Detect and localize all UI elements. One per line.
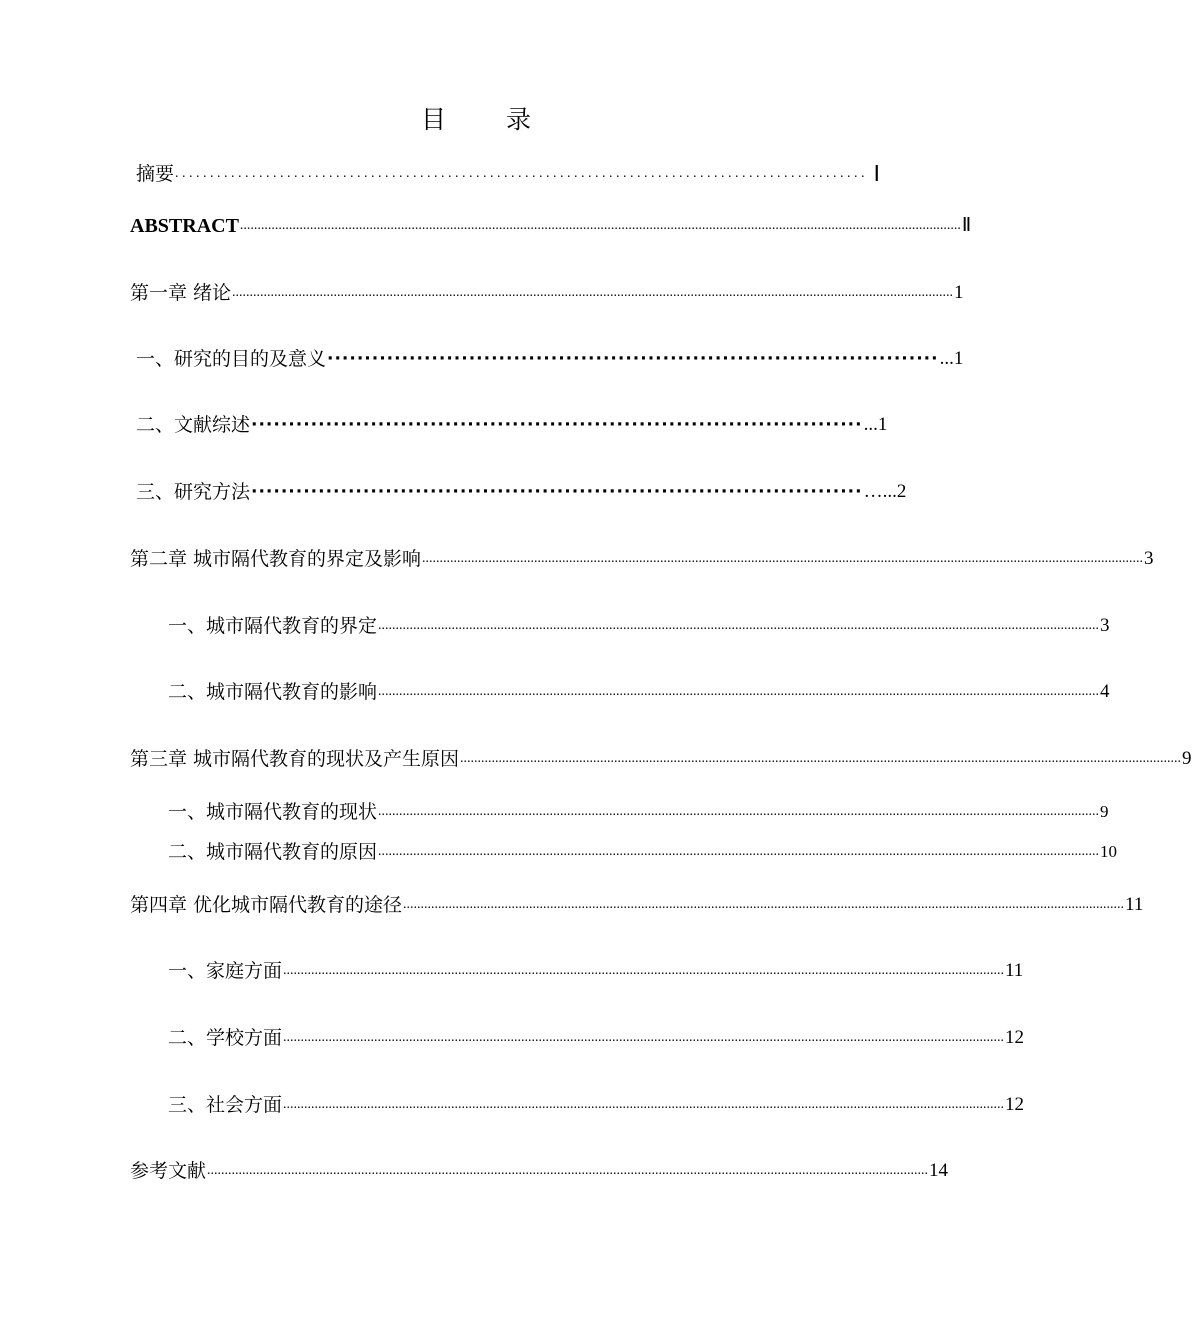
toc-entry-3-1[interactable]	[168, 798, 1109, 826]
toc-entry-label: 摘要	[136, 163, 175, 185]
toc-entry-4-3[interactable]	[168, 1091, 1025, 1119]
toc-entry-3-2[interactable]	[168, 838, 1118, 866]
dot-leader: ..............................................................................................................................................................................................................	[283, 1097, 1005, 1112]
dot-leader: ..............................................................................................................................................................................................................	[460, 751, 1182, 766]
dot-leader: ··················································································	[251, 482, 863, 502]
toc-entry-page: 12	[1005, 1027, 1025, 1048]
toc-entry-2-2[interactable]	[168, 678, 1110, 706]
toc-entry-1-3[interactable]	[136, 478, 907, 506]
toc-entry-page: 9	[1100, 802, 1109, 821]
toc-entry-page: 11	[1005, 960, 1024, 981]
toc-entry-label: 第一章 绪论	[130, 282, 232, 304]
dot-leader: . . . . . . . . . . . . . . . . . . . . . . . . . . . . . . . . . . . . . . . . . . . . . . . . . . . . . . . . . . . . . . . . . . . . . . . . . . . . . . . . . . . . . . . . . . . . . . . . . . .	[175, 166, 865, 181]
toc-entry-2-1[interactable]	[168, 612, 1110, 640]
toc-entry-label: 第二章 城市隔代教育的界定及影响	[130, 548, 422, 570]
toc-entry-label: 二、文献综述	[136, 414, 251, 436]
toc-entry-page: 1	[954, 282, 964, 303]
toc-entry-page: …...2	[863, 481, 907, 502]
toc-entry-page: Ⅱ	[961, 215, 972, 236]
dot-leader: ..............................................................................................................................................................................................................	[378, 684, 1100, 699]
toc-entry-label: 一、城市隔代教育的现状	[168, 801, 378, 823]
toc-entry-label: 第三章 城市隔代教育的现状及产生原因	[130, 748, 460, 770]
toc-entry-page: 9	[1182, 748, 1192, 769]
dot-leader: ..............................................................................................................................................................................................................	[378, 804, 1100, 819]
toc-entry-chapter-3[interactable]	[130, 745, 1192, 773]
dot-leader: ..............................................................................................................................................................................................................	[283, 1030, 1005, 1045]
toc-entry-page: ...1	[863, 414, 888, 435]
toc-entry-label: 第四章 优化城市隔代教育的途径	[130, 894, 403, 916]
toc-entry-page: 12	[1005, 1094, 1025, 1115]
toc-entry-label: 一、城市隔代教育的界定	[168, 615, 378, 637]
dot-leader: ..............................................................................................................................................................................................................	[378, 618, 1100, 633]
toc-entry-references[interactable]	[130, 1157, 949, 1185]
dot-leader: ..............................................................................................................................................................................................................	[232, 285, 954, 300]
dot-leader: ..............................................................................................................................................................................................................	[403, 897, 1125, 912]
toc-entry-page: Ⅰ	[873, 161, 880, 186]
toc-entry-page: 4	[1100, 681, 1110, 702]
toc-entry-label: 三、研究方法	[136, 481, 251, 503]
toc-entry-page: 14	[929, 1160, 949, 1181]
toc-entry-4-1[interactable]	[168, 957, 1024, 985]
toc-entry-page: 10	[1100, 842, 1118, 861]
toc-entry-1-1[interactable]	[136, 345, 964, 373]
toc-entry-label: 一、家庭方面	[168, 960, 283, 982]
toc-entry-label: 三、社会方面	[168, 1094, 283, 1116]
toc-entry-label: 二、城市隔代教育的影响	[168, 681, 378, 703]
dot-leader: ..............................................................................................................................................................................................................	[422, 551, 1144, 566]
toc-entry-page: 11	[1125, 894, 1144, 915]
dot-leader: ··················································································	[251, 415, 863, 435]
dot-leader: ··················································································	[327, 349, 939, 369]
toc-entry-4-2[interactable]	[168, 1024, 1025, 1052]
toc-entry-abstract-cn[interactable]	[136, 160, 880, 188]
toc-entry-label: 二、学校方面	[168, 1027, 283, 1049]
toc-entry-page: 3	[1144, 548, 1154, 569]
toc-title: 目 录	[421, 105, 557, 134]
toc-entry-label: 参考文献	[130, 1160, 207, 1182]
toc-entry-abstract-en[interactable]	[130, 212, 972, 240]
toc-entry-label: ABSTRACT	[130, 215, 239, 237]
dot-leader: ..............................................................................................................................................................................................................	[283, 963, 1005, 978]
toc-entry-label: 二、城市隔代教育的原因	[168, 841, 378, 863]
toc-entry-page: ...1	[939, 348, 964, 369]
toc-entry-chapter-4[interactable]	[130, 891, 1144, 919]
toc-entry-chapter-1[interactable]	[130, 279, 964, 307]
toc-entry-page: 3	[1100, 615, 1110, 636]
dot-leader: ..............................................................................................................................................................................................................	[239, 218, 961, 233]
toc-entry-1-2[interactable]	[136, 411, 888, 439]
dot-leader: ..............................................................................................................................................................................................................	[207, 1163, 929, 1178]
toc-entry-chapter-2[interactable]	[130, 545, 1154, 573]
toc-entry-label: 一、研究的目的及意义	[136, 348, 327, 370]
dot-leader: ..............................................................................................................................................................................................................	[378, 844, 1100, 859]
